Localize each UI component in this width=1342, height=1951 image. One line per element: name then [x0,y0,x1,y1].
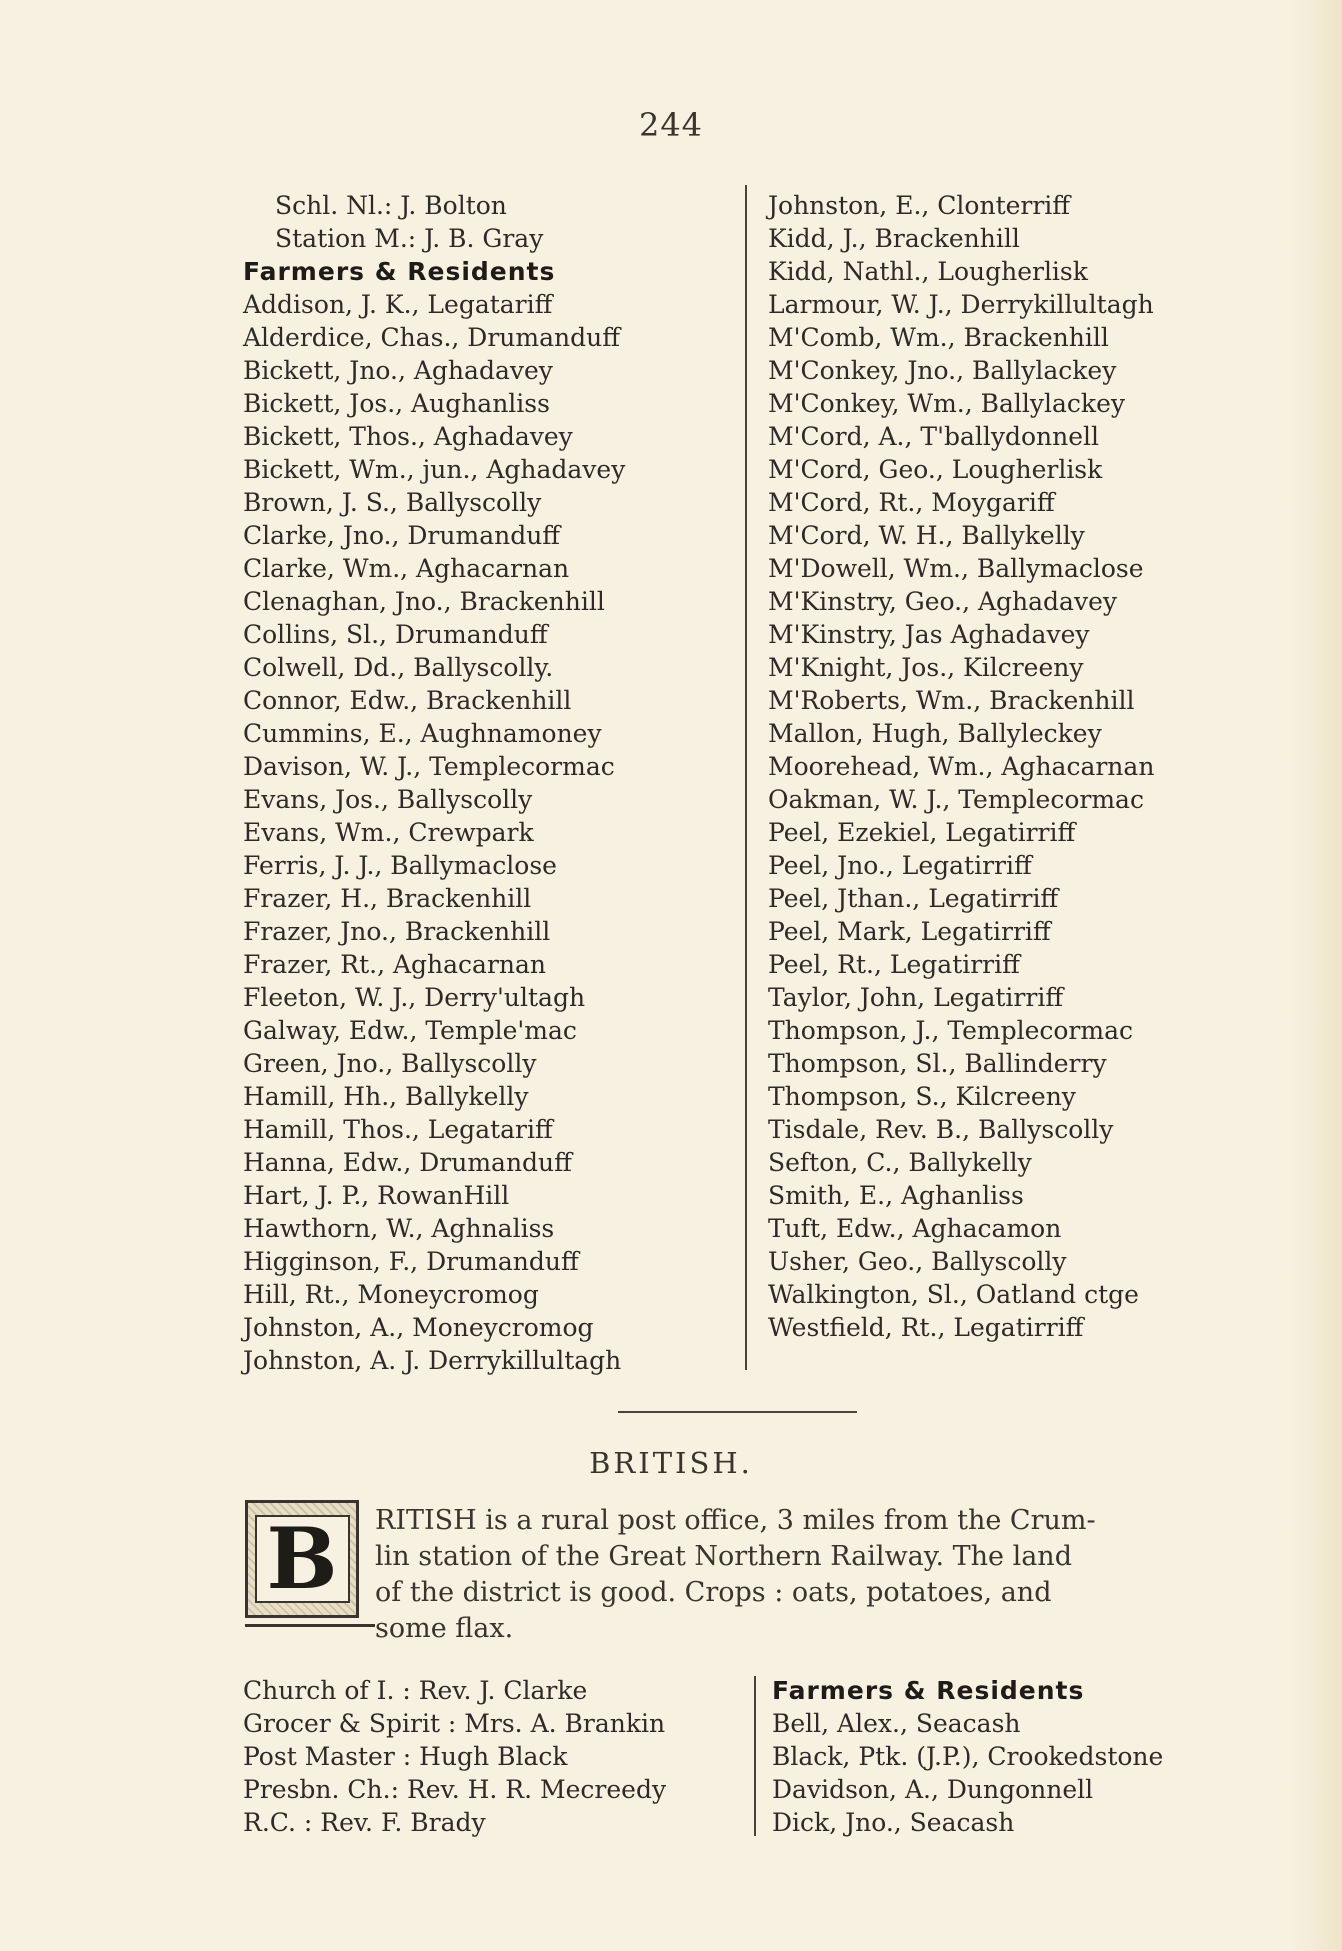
resident-entry: M'Roberts, Wm., Brackenhill [768,686,1135,715]
resident-entry: Clenaghan, Jno., Brackenhill [243,587,605,616]
resident-entry: Peel, Ezekiel, Legatirriff [768,818,1076,847]
resident-entry: Frazer, H., Brackenhill [243,884,532,913]
resident-entry: M'Cord, W. H., Ballykelly [768,521,1085,550]
resident-entry: M'Dowell, Wm., Ballymaclose [768,554,1144,583]
resident-entry: Bickett, Thos., Aghadavey [243,422,573,451]
resident-entry: Black, Ptk. (J.P.), Crookedstone [772,1742,1164,1771]
resident-entry: Connor, Edw., Brackenhill [243,686,572,715]
resident-entry: Bell, Alex., Seacash [772,1709,1021,1738]
resident-entry: Westfield, Rt., Legatirriff [768,1313,1084,1342]
official-entry: Schl. Nl.: J. Bolton [275,191,507,220]
resident-entry: M'Cord, Rt., Moygariff [768,488,1055,517]
resident-entry: M'Cord, A., T'ballydonnell [768,422,1100,451]
resident-entry: Usher, Geo., Ballyscolly [768,1247,1067,1276]
intro-line: RITISH is a rural post office, 3 miles from the Crum- [375,1505,1096,1536]
official-entry: Grocer & Spirit : Mrs. A. Brankin [243,1709,666,1738]
page-number: 244 [638,106,704,144]
resident-entry: Davison, W. J., Templecormac [243,752,615,781]
resident-entry: Thompson, S., Kilcreeny [768,1082,1076,1111]
resident-entry: M'Conkey, Wm., Ballylackey [768,389,1125,418]
resident-entry: Johnston, A. J. Derrykillultagh [243,1346,622,1375]
resident-entry: Johnston, A., Moneycromog [243,1313,594,1342]
intro-line: lin station of the Great Northern Railway. The land [375,1541,1072,1572]
resident-entry: Hawthorn, W., Aghnaliss [243,1214,555,1243]
resident-entry: Peel, Rt., Legatirriff [768,950,1020,979]
resident-entry: Peel, Jthan., Legatirriff [768,884,1059,913]
resident-entry: Evans, Wm., Crewpark [243,818,534,847]
resident-entry: Peel, Mark, Legatirriff [768,917,1051,946]
resident-entry: Galway, Edw., Temple'mac [243,1016,577,1045]
resident-entry: Green, Jno., Ballyscolly [243,1049,537,1078]
resident-entry: Ferris, J. J., Ballymaclose [243,851,557,880]
official-entry: Church of I. : Rev. J. Clarke [243,1676,588,1705]
resident-entry: Bickett, Jno., Aghadavey [243,356,553,385]
official-entry: Station M.: J. B. Gray [275,224,544,253]
resident-entry: Kidd, Nathl., Lougherlisk [768,257,1088,286]
resident-entry: Hamill, Thos., Legatariff [243,1115,553,1144]
left-directory-column [243,189,625,1377]
british-officials-column [243,1674,666,1839]
official-entry: Presbn. Ch.: Rev. H. R. Mecreedy [243,1775,667,1804]
resident-entry: Thompson, J., Templecormac [768,1016,1133,1045]
resident-entry: Hamill, Hh., Ballykelly [243,1082,529,1111]
resident-entry: Thompson, Sl., Ballinderry [768,1049,1107,1078]
intro-line: of the district is good. Crops : oats, potatoes, and [375,1577,1052,1608]
resident-entry: Colwell, Dd., Ballyscolly. [243,653,554,682]
resident-entry: Hart, J. P., RowanHill [243,1181,510,1210]
page-edge [1290,0,1342,1951]
resident-entry: Peel, Jno., Legatirriff [768,851,1032,880]
resident-entry: Tisdale, Rev. B., Ballyscolly [768,1115,1114,1144]
resident-entry: Fleeton, W. J., Derry'ultagh [243,983,586,1012]
resident-entry: Evans, Jos., Ballyscolly [243,785,533,814]
resident-entry: M'Comb, Wm., Brackenhill [768,323,1109,352]
resident-entry: Clarke, Jno., Drumanduff [243,521,561,550]
drop-cap-ornament [245,1500,359,1618]
resident-entry: Collins, Sl., Drumanduff [243,620,548,649]
resident-entry: Hanna, Edw., Drumanduff [243,1148,572,1177]
resident-entry: Brown, J. S., Ballyscolly [243,488,542,517]
resident-entry: Larmour, W. J., Derrykillultagh [768,290,1154,319]
resident-entry: Sefton, C., Ballykelly [768,1148,1032,1177]
resident-entry: Clarke, Wm., Aghacarnan [243,554,570,583]
section-divider [618,1411,857,1413]
resident-entry: Oakman, W. J., Templecormac [768,785,1144,814]
british-residents-column [772,1674,1163,1839]
resident-entry: M'Kinstry, Geo., Aghadavey [768,587,1117,616]
farmers-residents-heading: Farmers & Residents [772,1676,1085,1705]
resident-entry: Cummins, E., Aughnamoney [243,719,602,748]
resident-entry: M'Kinstry, Jas Aghadavey [768,620,1090,649]
column-divider [745,185,747,1370]
column-divider [754,1676,756,1836]
resident-entry: Walkington, Sl., Oatland ctge [768,1280,1139,1309]
resident-entry: Mallon, Hugh, Ballyleckey [768,719,1102,748]
resident-entry: Bickett, Wm., jun., Aghadavey [243,455,626,484]
official-entry: Post Master : Hugh Black [243,1742,568,1771]
resident-entry: Johnston, E., Clonterriff [768,191,1071,220]
resident-list [768,189,1154,1344]
resident-entry: Bickett, Jos., Aughanliss [243,389,550,418]
resident-entry: Moorehead, Wm., Aghacarnan [768,752,1155,781]
right-directory-column [768,189,1154,1344]
intro-line: some flax. [375,1613,514,1644]
resident-entry: Taylor, John, Legatirriff [768,983,1064,1012]
resident-entry: Tuft, Edw., Aghacamon [768,1214,1062,1243]
resident-list [243,288,625,1377]
resident-entry: Davidson, A., Dungonnell [772,1775,1094,1804]
resident-entry: M'Cord, Geo., Lougherlisk [768,455,1103,484]
resident-entry: Smith, E., Aghanliss [768,1181,1024,1210]
resident-entry: Kidd, J., Brackenhill [768,224,1020,253]
section-title: BRITISH. [589,1446,753,1480]
drop-cap-underline [245,1624,375,1627]
official-entry: R.C. : Rev. F. Brady [243,1808,486,1837]
resident-entry: M'Knight, Jos., Kilcreeny [768,653,1084,682]
resident-entry: Dick, Jno., Seacash [772,1808,1015,1837]
resident-entry: Alderdice, Chas., Drumanduff [243,323,620,352]
resident-entry: M'Conkey, Jno., Ballylackey [768,356,1117,385]
intro-paragraph [375,1503,1260,1647]
resident-entry: Addison, J. K., Legatariff [243,290,553,319]
resident-entry: Hill, Rt., Moneycromog [243,1280,539,1309]
drop-cap-letter: B [255,1515,350,1603]
resident-entry: Higginson, F., Drumanduff [243,1247,579,1276]
resident-entry: Frazer, Rt., Aghacarnan [243,950,547,979]
farmers-residents-heading: Farmers & Residents [243,257,556,286]
resident-entry: Frazer, Jno., Brackenhill [243,917,551,946]
